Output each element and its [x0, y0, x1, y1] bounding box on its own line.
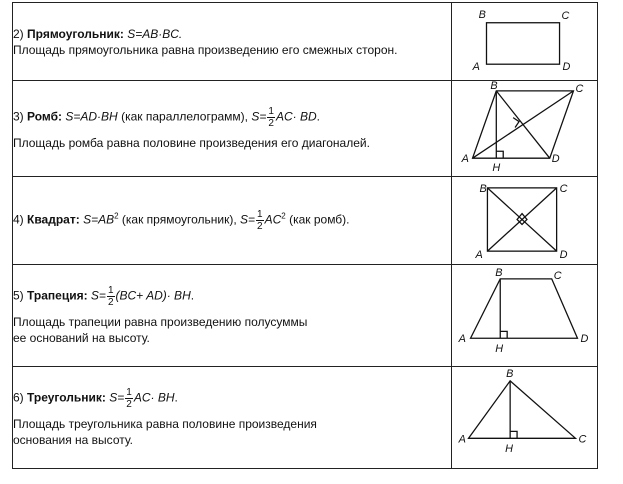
triangle-number: 6) — [13, 390, 24, 405]
vertex-label-b: B — [490, 81, 498, 92]
trapezoid-number: 5) — [13, 288, 24, 303]
fraction-one-half — [256, 209, 264, 232]
trapezoid-period: . — [190, 288, 195, 303]
triangle-description-line-1: Площадь треугольника равна половине произведения — [13, 417, 317, 431]
vertex-label-d: D — [562, 61, 571, 74]
square-name: Квадрат: — [27, 212, 80, 227]
triangle-text-cell — [13, 367, 452, 469]
rectangle-figure — [452, 3, 597, 80]
fraction-numerator: 1 — [268, 106, 274, 117]
vertex-label-c: C — [559, 182, 568, 195]
vertex-label-h: H — [495, 343, 504, 356]
vertex-label-c: C — [561, 9, 570, 22]
trapezoid-name: Трапеция: — [27, 288, 88, 303]
trapezoid-description-line-2: ее оснований на высоту. — [13, 331, 150, 345]
trapezoid-formula-rest: (BC+ AD)· BH — [115, 288, 191, 303]
rhombus-note-1: (как параллелограмм), — [121, 109, 249, 124]
trapezoid-figure — [452, 265, 597, 366]
rectangle-formula: S=AB·BC. — [127, 26, 183, 41]
square-formula-1-exponent: 2 — [114, 211, 119, 221]
trapezoid-text-cell — [13, 265, 452, 367]
triangle-period: . — [174, 390, 178, 405]
vertex-label-a: A — [458, 333, 466, 346]
rhombus-text-cell — [13, 81, 452, 177]
rhombus-formula-2-rest: AC· BD — [275, 109, 317, 124]
table-row-square — [13, 177, 598, 265]
right-angle-mark-h — [510, 431, 517, 438]
trapezoid-shape — [471, 279, 578, 338]
rhombus-heading — [13, 106, 451, 129]
square-number: 4) — [13, 212, 24, 227]
table-row-triangle — [13, 367, 598, 469]
triangle-heading — [13, 387, 451, 410]
rhombus-number: 3) — [13, 109, 24, 124]
vertex-label-d: D — [580, 333, 589, 346]
square-formula-2-s: S= — [240, 212, 256, 227]
square-formula-2-rest: AC — [264, 212, 282, 227]
square-figure — [452, 177, 597, 264]
rectangle-heading — [13, 26, 451, 42]
fraction-numerator: 1 — [257, 209, 263, 220]
area-formulas-table — [12, 2, 598, 469]
right-angle-mark-h — [500, 331, 507, 338]
vertex-label-a: A — [472, 61, 480, 74]
fraction-one-half — [107, 285, 115, 308]
right-angle-mark-h — [496, 151, 503, 158]
triangle-shape — [469, 381, 576, 438]
vertex-label-c: C — [553, 269, 562, 282]
table-row-rhombus — [13, 81, 598, 177]
rhombus-figure-cell — [452, 81, 598, 177]
rectangle-text-cell — [13, 3, 452, 81]
square-note-1: (как прямоугольник), — [121, 212, 237, 227]
square-figure-cell — [452, 177, 598, 265]
trapezoid-formula-s: S= — [90, 288, 106, 303]
fraction-denominator: 2 — [107, 297, 114, 308]
trapezoid-heading — [13, 285, 451, 308]
fraction-one-half — [125, 387, 133, 410]
rectangle-description: Площадь прямоугольника равна произведению его смежных сторон. — [13, 42, 398, 57]
vertex-label-a: A — [461, 153, 469, 166]
rectangle-figure-cell — [452, 3, 598, 81]
triangle-formula-s: S= — [109, 390, 125, 405]
rhombus-name: Ромб: — [27, 109, 63, 124]
trapezoid-figure-cell — [452, 265, 598, 367]
triangle-formula-rest: AC· BH — [133, 390, 175, 405]
square-formula-2-exponent: 2 — [281, 211, 286, 221]
triangle-figure-cell — [452, 367, 598, 469]
vertex-label-b: B — [495, 266, 503, 279]
rhombus-formula-2-s: S= — [251, 109, 267, 124]
vertex-label-c: C — [575, 82, 584, 95]
square-text-cell — [13, 177, 452, 265]
triangle-name: Треугольник: — [27, 390, 106, 405]
square-note-2: (как ромб). — [289, 212, 350, 227]
vertex-label-b: B — [479, 182, 487, 195]
fraction-numerator: 1 — [126, 387, 132, 398]
fraction-numerator: 1 — [107, 285, 114, 296]
triangle-figure — [452, 367, 597, 468]
table-row-trapezoid — [13, 265, 598, 367]
vertex-label-c: C — [578, 433, 587, 446]
fraction-denominator: 2 — [126, 399, 132, 410]
vertex-label-d: D — [551, 153, 560, 166]
vertex-label-h: H — [492, 162, 501, 175]
square-formula-1: S=AB — [83, 212, 115, 227]
vertex-label-h: H — [505, 443, 514, 456]
vertex-label-d: D — [559, 249, 568, 262]
rhombus-figure — [452, 81, 597, 176]
vertex-label-b: B — [478, 8, 486, 21]
rhombus-period: . — [316, 109, 320, 124]
rhombus-formula-1: S=AD·BH — [65, 109, 118, 124]
trapezoid-description-line-1: Площадь трапеции равна произведению полусуммы — [13, 315, 308, 329]
square-heading — [13, 209, 451, 232]
fraction-denominator: 2 — [268, 118, 274, 129]
vertex-label-a: A — [475, 249, 483, 262]
rectangle-shape — [486, 23, 559, 64]
triangle-description-line-2: основания на высоту. — [13, 433, 133, 447]
rhombus-description: Площадь ромба равна половине произведения его диагоналей. — [13, 136, 370, 150]
diagonal-bd — [496, 91, 549, 158]
rectangle-number: 2) — [13, 26, 24, 41]
fraction-one-half — [267, 106, 275, 129]
table-row-rectangle — [13, 3, 598, 81]
fraction-denominator: 2 — [257, 221, 263, 232]
vertex-label-a: A — [458, 433, 466, 446]
rectangle-name: Прямоугольник: — [27, 26, 124, 41]
vertex-label-b: B — [506, 367, 514, 380]
